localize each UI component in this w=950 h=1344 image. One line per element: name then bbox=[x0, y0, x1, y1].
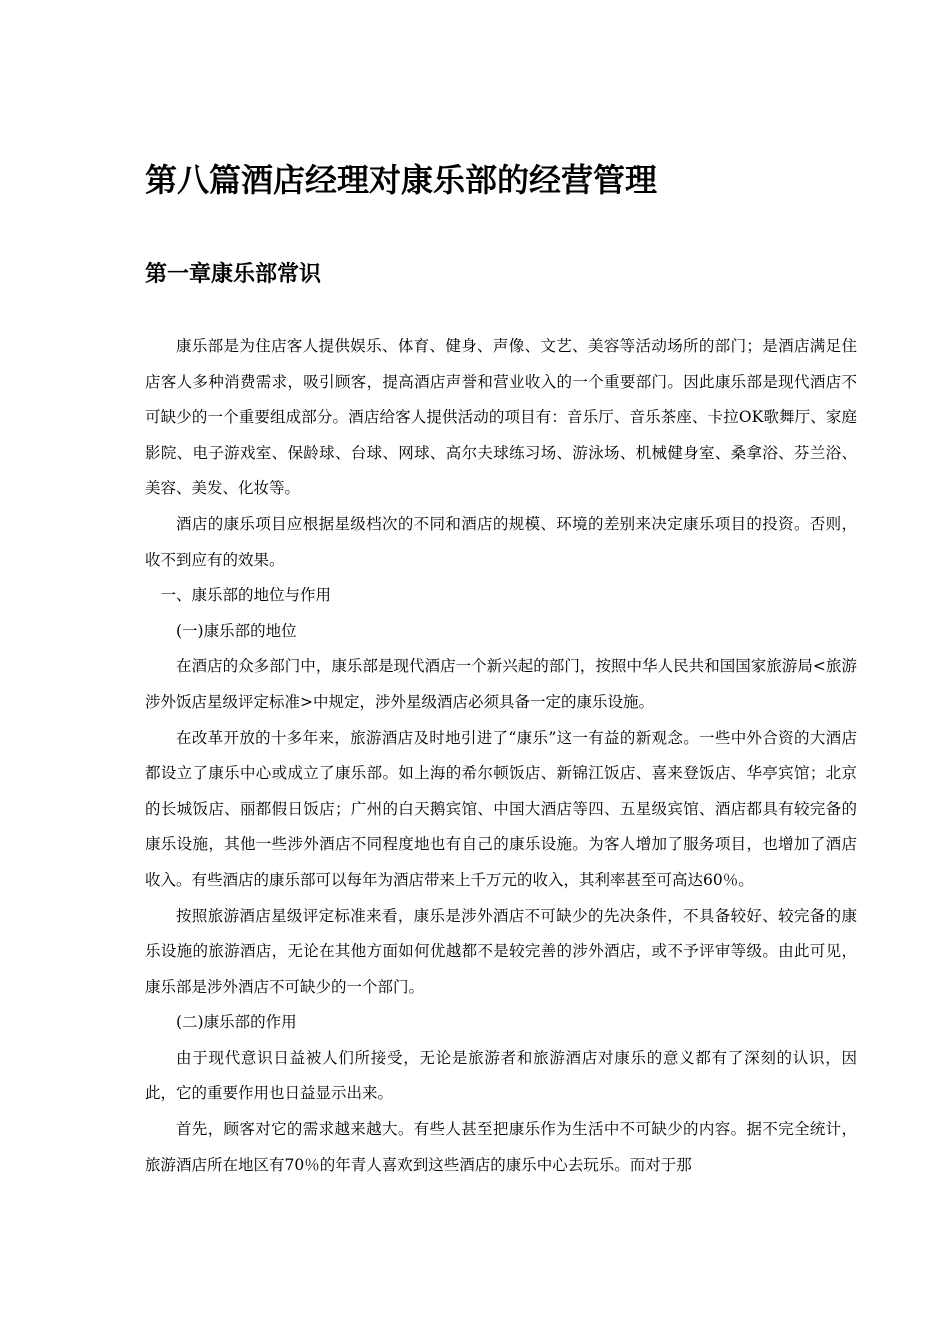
paragraph-investment: 酒店的康乐项目应根据星级档次的不同和酒店的规模、环境的差别来决定康乐项目的投资。否则，收不到应有的效果。 bbox=[145, 514, 857, 569]
subsection-heading-function: (二)康乐部的作用 bbox=[176, 1013, 297, 1032]
paragraph-standard: 按照旅游酒店星级评定标准来看，康乐是涉外酒店不可缺少的先决条件，不具备较好、较完备的康乐设施的旅游酒店，无论在其他方面如何优越都不是较完善的涉外酒店，或不予评审等级。由此可见，康乐部是涉外酒店不可缺少的一个部门。 bbox=[145, 906, 857, 996]
section-heading-role: 一、康乐部的地位与作用 bbox=[160, 586, 332, 605]
paragraph-status: 在酒店的众多部门中，康乐部是现代酒店一个新兴起的部门，按照中华人民共和国国家旅游局<旅游涉外饭店星级评定标准>中规定，涉外星级酒店必须具备一定的康乐设施。 bbox=[145, 657, 857, 711]
paragraph-awareness: 由于现代意识日益被人们所接受，无论是旅游者和旅游酒店对康乐的意义都有了深刻的认识，因此，它的重要作用也日益显示出来。 bbox=[145, 1048, 857, 1103]
paragraph-intro: 康乐部是为住店客人提供娱乐、体育、健身、声像、文艺、美容等活动场所的部门；是酒店满足住店客人多种消费需求，吸引顾客，提高酒店声誉和营业收入的一个重要部门。因此康乐部是现代酒店不可缺少的一个重要组成部分。酒店给客人提供活动的项目有：音乐厅、音乐茶座、卡拉OK歌舞厅、家庭影院、电子游戏室、保龄球、台球、网球、高尔夫球练习场、游泳场、机械健身室、桑拿浴、芬兰浴、美容、美发、化妆等。 bbox=[145, 337, 857, 498]
body-text bbox=[145, 329, 857, 1183]
paragraph-demand: 首先，顾客对它的需求越来越大。有些人甚至把康乐作为生活中不可缺少的内容。据不完全统计，旅游酒店所在地区有70％的年青人喜欢到这些酒店的康乐中心去玩乐。而对于那 bbox=[145, 1120, 857, 1174]
paragraph-reform: 在改革开放的十多年来，旅游酒店及时地引进了“康乐”这一有益的新观念。一些中外合资的大酒店都设立了康乐中心或成立了康乐部。如上海的希尔顿饭店、新锦江饭店、喜来登饭店、华亭宾馆；北京的长城饭店、丽都假日饭店；广州的白天鹅宾馆、中国大酒店等四、五星级宾馆、酒店都具有较完备的康乐设施，其他一些涉外酒店不同程度地也有自己的康乐设施。为客人增加了服务项目，也增加了酒店收入。有些酒店的康乐部可以每年为酒店带来上千万元的收入，其利率甚至可高达60％。 bbox=[145, 728, 857, 889]
subsection-heading-status: (一)康乐部的地位 bbox=[176, 621, 297, 640]
chapter-title: 第一章康乐部常识 bbox=[145, 262, 322, 287]
document-title: 第八篇酒店经理对康乐部的经营管理 bbox=[145, 161, 658, 199]
